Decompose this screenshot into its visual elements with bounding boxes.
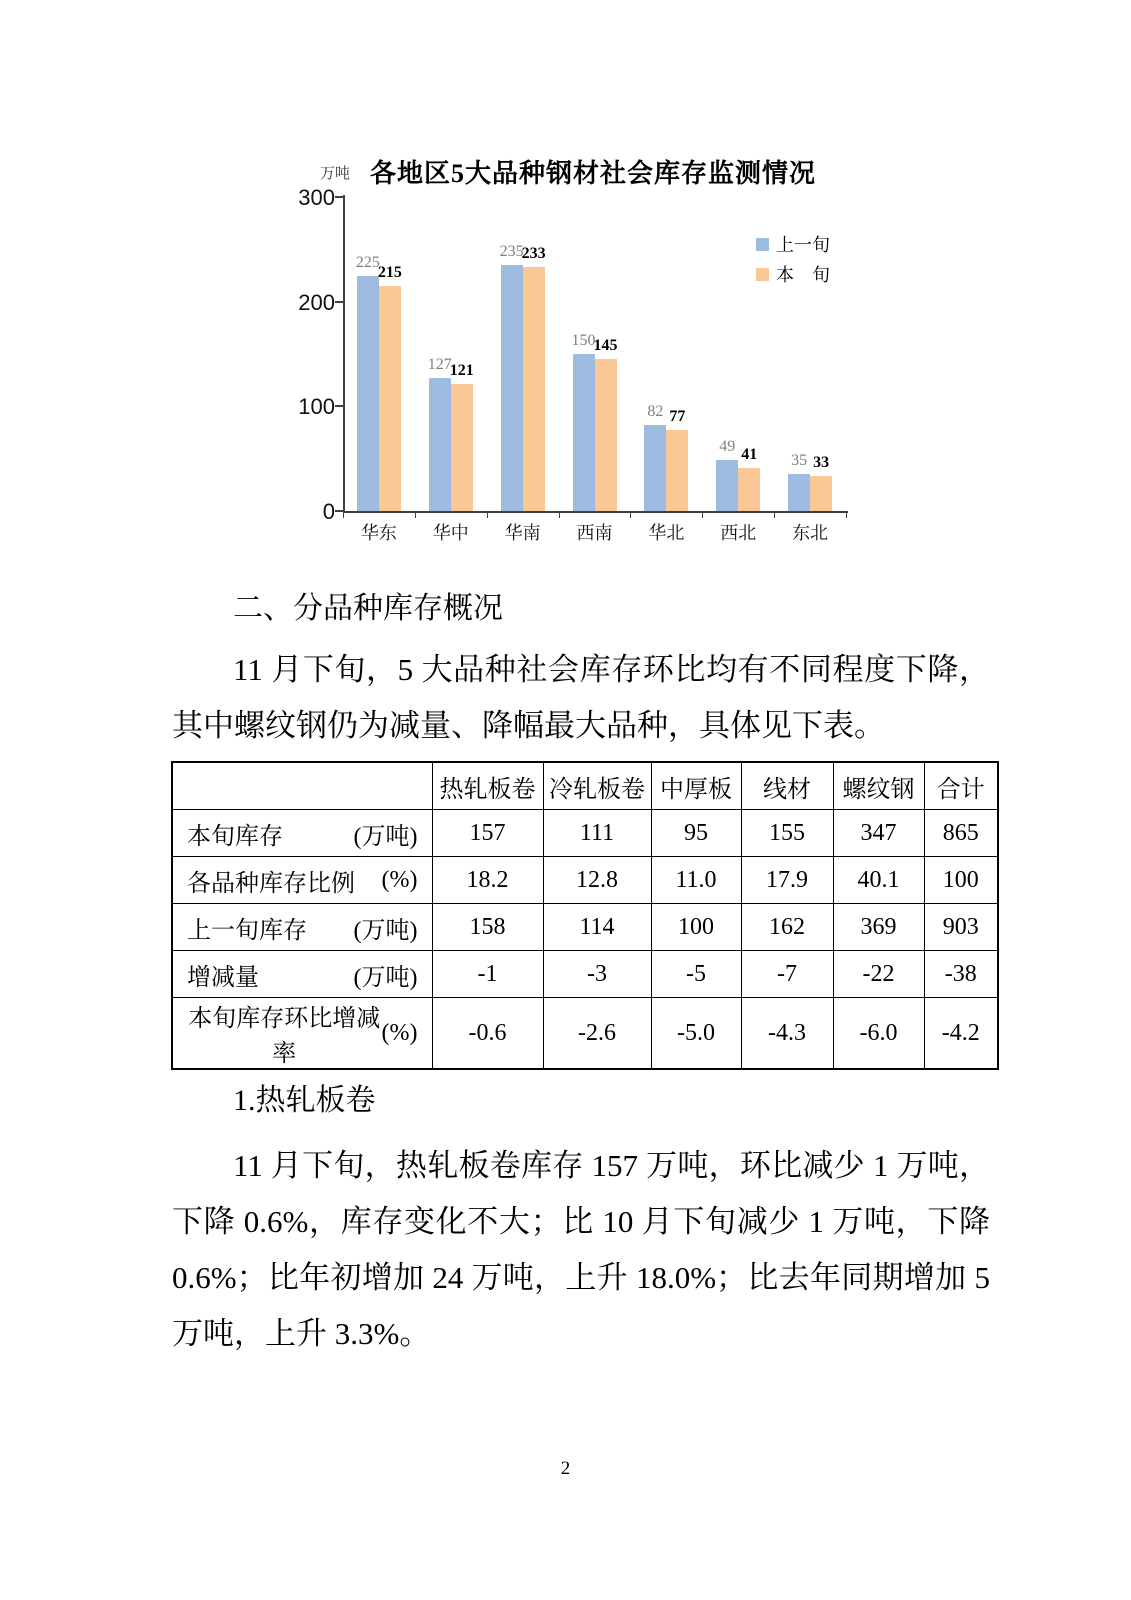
section-heading: 二、分品种库存概况	[233, 592, 503, 625]
row-label: 增减量	[187, 964, 259, 991]
row-label: 本旬库存环比增减率	[188, 1006, 381, 1067]
legend-item	[756, 261, 830, 285]
bar-value-label: 121	[449, 362, 474, 380]
bar-previous-period	[716, 460, 738, 511]
y-axis-tick-label: 300	[298, 185, 335, 210]
table-row	[172, 857, 998, 904]
table-cell: 11.0	[651, 857, 741, 904]
row-label: 上一旬库存	[187, 917, 307, 944]
table-cell: 162	[741, 904, 833, 951]
table-header-row	[172, 762, 998, 810]
y-axis-tick-label: 100	[298, 394, 335, 420]
row-label-cell	[172, 810, 432, 857]
row-label: 本旬库存	[187, 823, 283, 850]
x-axis-tick	[630, 511, 631, 518]
table-cell: 157	[432, 810, 543, 857]
category-label: 华东	[360, 523, 397, 543]
page-number: 2	[560, 1458, 571, 1479]
bar-current-period	[810, 476, 832, 511]
category-label: 西南	[576, 523, 613, 543]
row-label-cell	[172, 998, 432, 1070]
bar-value-label: 150	[571, 332, 596, 349]
table-cell: 100	[924, 857, 998, 904]
bar-value-label: 33	[813, 454, 830, 472]
bar-value-label: 235	[499, 243, 524, 261]
y-axis-tick-label: 200	[298, 289, 335, 315]
table-cell: 111	[543, 810, 651, 857]
bar-previous-period	[357, 276, 379, 512]
x-axis-tick	[415, 511, 416, 518]
row-unit: (万吨)	[353, 917, 418, 944]
category-label: 东北	[792, 523, 829, 543]
x-axis-tick	[343, 511, 344, 518]
table-header-cell	[172, 762, 432, 810]
table-cell: 114	[543, 904, 651, 951]
bar-previous-period	[429, 378, 451, 511]
y-axis-tick	[335, 405, 343, 407]
table-cell: -22	[833, 951, 924, 998]
table-header-cell: 中厚板	[651, 762, 741, 810]
table-cell: 18.2	[432, 857, 543, 904]
table-header-cell: 合计	[924, 762, 998, 810]
bar-value-label: 215	[377, 263, 402, 281]
table-cell: 12.8	[543, 857, 651, 904]
y-axis-tick	[335, 510, 343, 512]
bar-previous-period	[573, 354, 595, 511]
current-period-legend-swatch	[756, 268, 769, 281]
x-axis-tick	[559, 511, 560, 518]
table-cell: -7	[741, 951, 833, 998]
category-label: 华中	[432, 523, 469, 543]
legend-label: 本 旬	[776, 265, 830, 285]
table-cell: 40.1	[833, 857, 924, 904]
bar-value-label: 233	[521, 245, 546, 263]
row-unit: (万吨)	[353, 964, 418, 991]
y-axis-unit-label: 万吨	[320, 166, 351, 182]
row-label-cell	[172, 951, 432, 998]
table-row	[172, 810, 998, 857]
x-axis-tick	[846, 511, 847, 518]
legend-item	[756, 231, 830, 255]
row-unit: (万吨)	[353, 823, 418, 850]
row-label-cell	[172, 857, 432, 904]
y-axis-tick	[335, 301, 343, 303]
paragraph-line: 万吨，上升 3.3%。	[172, 1316, 431, 1351]
bar-current-period	[379, 286, 401, 511]
table-row	[172, 904, 998, 951]
paragraph-line: 11 月下旬，热轧板卷库存 157 万吨，环比减少 1 万吨，	[233, 1148, 990, 1183]
table-cell: 865	[924, 810, 998, 857]
table-cell: 100	[651, 904, 741, 951]
table-cell: 155	[741, 810, 833, 857]
category-label: 西北	[720, 523, 757, 543]
inventory-table	[171, 761, 999, 1070]
bar-value-label: 41	[741, 446, 758, 464]
bar-value-label: 35	[791, 452, 808, 470]
bar-current-period	[523, 267, 545, 511]
y-axis-tick-label: 0	[322, 499, 335, 524]
table-header-cell: 冷轧板卷	[543, 762, 651, 810]
bar-value-label: 127	[427, 356, 452, 374]
x-axis-tick	[774, 511, 775, 518]
y-axis-line	[343, 195, 345, 513]
table-cell: 903	[924, 904, 998, 951]
bar-current-period	[595, 359, 617, 511]
table-cell: -3	[543, 951, 651, 998]
table-cell: 369	[833, 904, 924, 951]
table-row	[172, 998, 998, 1070]
bar-previous-period	[501, 265, 523, 511]
table-cell: -5.0	[651, 998, 741, 1070]
bar-current-period	[451, 384, 473, 511]
table-cell: -6.0	[833, 998, 924, 1070]
table-cell: 347	[833, 810, 924, 857]
table-cell: -4.3	[741, 998, 833, 1070]
legend-label: 上一旬	[776, 235, 830, 255]
table-cell: -1	[432, 951, 543, 998]
row-unit: (%)	[381, 1019, 418, 1046]
y-axis-tick	[335, 196, 343, 198]
bar-previous-period	[788, 474, 810, 511]
row-label-cell	[172, 904, 432, 951]
bar-previous-period	[644, 425, 666, 511]
table-cell: -0.6	[432, 998, 543, 1070]
bar-current-period	[738, 468, 760, 511]
section-heading: 1.热轧板卷	[233, 1084, 376, 1117]
table-cell: -5	[651, 951, 741, 998]
category-label: 华南	[504, 523, 541, 543]
bar-value-label: 82	[647, 403, 664, 421]
row-label: 各品种库存比例	[187, 870, 355, 897]
table-header-cell: 螺纹钢	[833, 762, 924, 810]
paragraph-line: 其中螺纹钢仍为减量、降幅最大品种，具体见下表。	[172, 708, 885, 743]
row-unit: (%)	[381, 866, 418, 893]
bar-current-period	[666, 430, 688, 511]
bar-value-label: 49	[719, 437, 736, 455]
table-cell: 17.9	[741, 857, 833, 904]
x-axis-tick	[487, 511, 488, 518]
chart-title: 各地区5大品种钢材社会库存监测情况	[370, 159, 817, 188]
table-row	[172, 951, 998, 998]
table-header-cell: 线材	[741, 762, 833, 810]
x-axis-tick	[702, 511, 703, 518]
bar-value-label: 225	[355, 253, 380, 271]
table-cell: -38	[924, 951, 998, 998]
table-cell: 158	[432, 904, 543, 951]
paragraph-line: 0.6%；比年初增加 24 万吨，上升 18.0%；比去年同期增加 5	[172, 1260, 990, 1295]
bar-value-label: 145	[593, 337, 618, 355]
inventory-bar-chart	[290, 145, 890, 555]
table-cell: -2.6	[543, 998, 651, 1070]
table-cell: -4.2	[924, 998, 998, 1070]
x-axis-line	[343, 511, 848, 513]
category-label: 华北	[648, 523, 685, 543]
paragraph-line: 11 月下旬，5 大品种社会库存环比均有不同程度下降，	[233, 652, 990, 687]
bar-value-label: 77	[669, 408, 686, 426]
previous-period-legend-swatch	[756, 238, 769, 251]
table-cell: 95	[651, 810, 741, 857]
table-header-cell: 热轧板卷	[432, 762, 543, 810]
paragraph-line: 下降 0.6%，库存变化不大；比 10 月下旬减少 1 万吨，下降	[172, 1204, 990, 1239]
